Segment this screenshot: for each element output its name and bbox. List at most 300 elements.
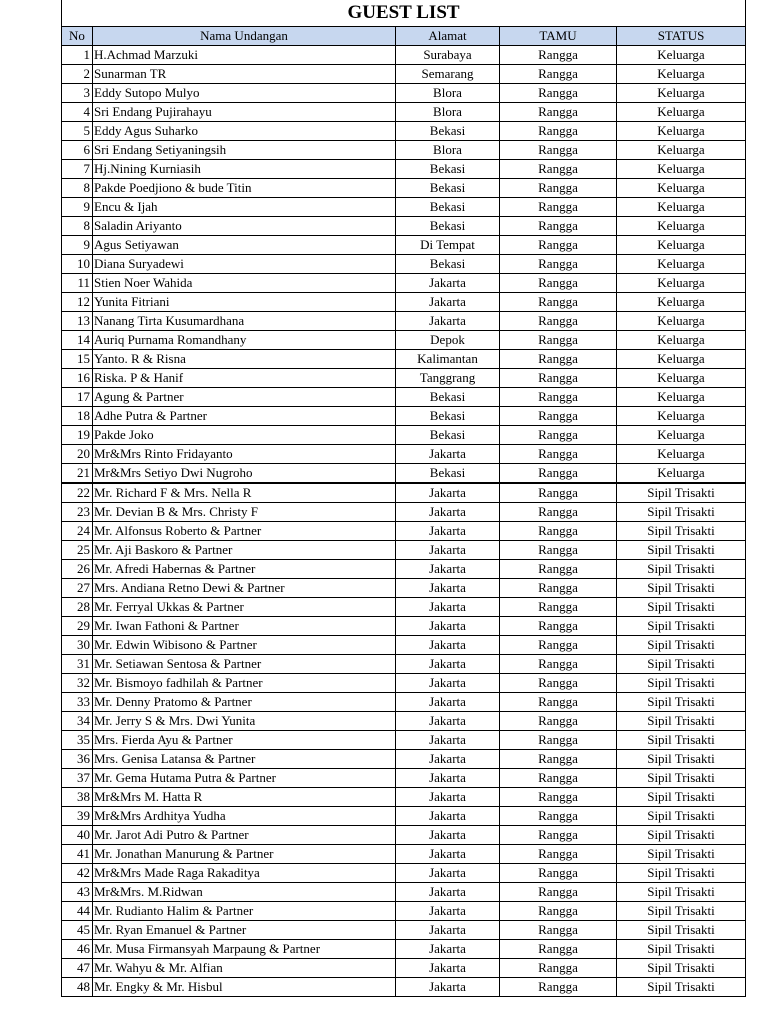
cell-no[interactable]: 42 xyxy=(62,864,93,883)
guest-list-sheet xyxy=(61,0,745,997)
cell-no[interactable]: 25 xyxy=(62,541,93,560)
cell-status[interactable]: Keluarga xyxy=(617,464,746,484)
cell-nama-undangan[interactable]: Yunita Fitriani xyxy=(93,293,396,312)
cell-alamat[interactable]: Jakarta xyxy=(396,445,500,464)
cell-tamu[interactable]: Rangga xyxy=(500,807,617,826)
cell-nama-undangan[interactable]: Pakde Joko xyxy=(93,426,396,445)
cell-tamu[interactable]: Rangga xyxy=(500,598,617,617)
cell-alamat[interactable]: Jakarta xyxy=(396,674,500,693)
cell-alamat[interactable]: Jakarta xyxy=(396,579,500,598)
cell-nama-undangan[interactable]: Stien Noer Wahida xyxy=(93,274,396,293)
cell-tamu[interactable]: Rangga xyxy=(500,579,617,598)
cell-nama-undangan[interactable]: Eddy Sutopo Mulyo xyxy=(93,84,396,103)
cell-alamat[interactable]: Jakarta xyxy=(396,522,500,541)
cell-tamu[interactable]: Rangga xyxy=(500,312,617,331)
cell-no[interactable]: 2 xyxy=(62,65,93,84)
cell-no[interactable]: 37 xyxy=(62,769,93,788)
cell-status[interactable]: Sipil Trisakti xyxy=(617,503,746,522)
cell-alamat[interactable]: Jakarta xyxy=(396,655,500,674)
cell-nama-undangan[interactable]: Hj.Nining Kurniasih xyxy=(93,160,396,179)
table-row xyxy=(62,750,746,769)
cell-alamat[interactable]: Jakarta xyxy=(396,636,500,655)
cell-no[interactable]: 1 xyxy=(62,46,93,65)
cell-no[interactable]: 9 xyxy=(62,198,93,217)
cell-nama-undangan[interactable]: Mr. Aji Baskoro & Partner xyxy=(93,541,396,560)
table-row xyxy=(62,179,746,198)
cell-alamat[interactable]: Jakarta xyxy=(396,503,500,522)
table-row xyxy=(62,921,746,940)
cell-no[interactable]: 24 xyxy=(62,522,93,541)
cell-status[interactable]: Sipil Trisakti xyxy=(617,902,746,921)
cell-no[interactable]: 41 xyxy=(62,845,93,864)
cell-status[interactable]: Sipil Trisakti xyxy=(617,693,746,712)
cell-alamat[interactable]: Jakarta xyxy=(396,712,500,731)
cell-no[interactable]: 29 xyxy=(62,617,93,636)
cell-no[interactable]: 17 xyxy=(62,388,93,407)
table-row xyxy=(62,807,746,826)
cell-tamu[interactable]: Rangga xyxy=(500,978,617,997)
column-header-nama-undangan[interactable]: Nama Undangan xyxy=(93,27,396,46)
cell-nama-undangan[interactable]: Agung & Partner xyxy=(93,388,396,407)
table-row xyxy=(62,84,746,103)
cell-alamat[interactable]: Jakarta xyxy=(396,769,500,788)
table-row xyxy=(62,826,746,845)
cell-status[interactable]: Keluarga xyxy=(617,217,746,236)
cell-nama-undangan[interactable]: Mr. Denny Pratomo & Partner xyxy=(93,693,396,712)
cell-no[interactable]: 21 xyxy=(62,464,93,484)
cell-tamu[interactable]: Rangga xyxy=(500,103,617,122)
cell-alamat[interactable]: Jakarta xyxy=(396,826,500,845)
table-row xyxy=(62,864,746,883)
cell-alamat[interactable]: Jakarta xyxy=(396,864,500,883)
cell-tamu[interactable]: Rangga xyxy=(500,293,617,312)
cell-no[interactable]: 20 xyxy=(62,445,93,464)
cell-status[interactable]: Sipil Trisakti xyxy=(617,769,746,788)
cell-no[interactable]: 9 xyxy=(62,236,93,255)
table-row xyxy=(62,598,746,617)
column-header-no[interactable]: No xyxy=(62,27,93,46)
cell-alamat[interactable]: Depok xyxy=(396,331,500,350)
cell-alamat[interactable]: Jakarta xyxy=(396,883,500,902)
cell-tamu[interactable]: Rangga xyxy=(500,65,617,84)
table-row xyxy=(62,674,746,693)
cell-tamu[interactable]: Rangga xyxy=(500,426,617,445)
cell-status[interactable]: Keluarga xyxy=(617,426,746,445)
table-row xyxy=(62,579,746,598)
cell-status[interactable]: Keluarga xyxy=(617,141,746,160)
table-row xyxy=(62,236,746,255)
cell-tamu[interactable]: Rangga xyxy=(500,217,617,236)
cell-nama-undangan[interactable]: Nanang Tirta Kusumardhana xyxy=(93,312,396,331)
table-row xyxy=(62,122,746,141)
cell-tamu[interactable]: Rangga xyxy=(500,769,617,788)
cell-no[interactable]: 4 xyxy=(62,103,93,122)
table-row xyxy=(62,617,746,636)
cell-tamu[interactable]: Rangga xyxy=(500,750,617,769)
cell-status[interactable]: Sipil Trisakti xyxy=(617,579,746,598)
table-row xyxy=(62,198,746,217)
cell-status[interactable]: Sipil Trisakti xyxy=(617,921,746,940)
table-row xyxy=(62,769,746,788)
cell-no[interactable]: 8 xyxy=(62,179,93,198)
cell-tamu[interactable]: Rangga xyxy=(500,503,617,522)
cell-tamu[interactable]: Rangga xyxy=(500,940,617,959)
cell-no[interactable]: 12 xyxy=(62,293,93,312)
table-row xyxy=(62,350,746,369)
cell-no[interactable]: 5 xyxy=(62,122,93,141)
cell-status[interactable]: Keluarga xyxy=(617,312,746,331)
cell-status[interactable]: Sipil Trisakti xyxy=(617,483,746,503)
cell-tamu[interactable]: Rangga xyxy=(500,864,617,883)
cell-nama-undangan[interactable]: H.Achmad Marzuki xyxy=(93,46,396,65)
cell-status[interactable]: Sipil Trisakti xyxy=(617,845,746,864)
cell-nama-undangan[interactable]: Mr. Gema Hutama Putra & Partner xyxy=(93,769,396,788)
cell-tamu[interactable]: Rangga xyxy=(500,274,617,293)
cell-nama-undangan[interactable]: Mr. Ryan Emanuel & Partner xyxy=(93,921,396,940)
table-row xyxy=(62,883,746,902)
cell-alamat[interactable]: Bekasi xyxy=(396,426,500,445)
cell-status[interactable]: Keluarga xyxy=(617,46,746,65)
cell-status[interactable]: Sipil Trisakti xyxy=(617,522,746,541)
cell-tamu[interactable]: Rangga xyxy=(500,388,617,407)
cell-status[interactable]: Keluarga xyxy=(617,274,746,293)
header-row xyxy=(62,27,746,46)
cell-nama-undangan[interactable]: Mr&Mrs Made Raga Rakaditya xyxy=(93,864,396,883)
cell-alamat[interactable]: Jakarta xyxy=(396,274,500,293)
cell-no[interactable]: 16 xyxy=(62,369,93,388)
cell-nama-undangan[interactable]: Agus Setiyawan xyxy=(93,236,396,255)
cell-nama-undangan[interactable]: Yanto. R & Risna xyxy=(93,350,396,369)
table-row xyxy=(62,731,746,750)
cell-nama-undangan[interactable]: Mr&Mrs. M.Ridwan xyxy=(93,883,396,902)
cell-alamat[interactable]: Bekasi xyxy=(396,388,500,407)
cell-nama-undangan[interactable]: Mr. Ferryal Ukkas & Partner xyxy=(93,598,396,617)
cell-no[interactable]: 40 xyxy=(62,826,93,845)
cell-tamu[interactable]: Rangga xyxy=(500,179,617,198)
cell-alamat[interactable]: Tanggrang xyxy=(396,369,500,388)
cell-nama-undangan[interactable]: Sunarman TR xyxy=(93,65,396,84)
cell-status[interactable]: Keluarga xyxy=(617,65,746,84)
cell-status[interactable]: Sipil Trisakti xyxy=(617,541,746,560)
cell-tamu[interactable]: Rangga xyxy=(500,464,617,484)
table-row xyxy=(62,483,746,503)
cell-nama-undangan[interactable]: Mr. Setiawan Sentosa & Partner xyxy=(93,655,396,674)
cell-no[interactable]: 48 xyxy=(62,978,93,997)
cell-no[interactable]: 11 xyxy=(62,274,93,293)
cell-tamu[interactable]: Rangga xyxy=(500,407,617,426)
cell-no[interactable]: 8 xyxy=(62,217,93,236)
cell-no[interactable]: 35 xyxy=(62,731,93,750)
cell-no[interactable]: 27 xyxy=(62,579,93,598)
cell-no[interactable]: 18 xyxy=(62,407,93,426)
cell-nama-undangan[interactable]: Mr. Richard F & Mrs. Nella R xyxy=(93,483,396,503)
cell-tamu[interactable]: Rangga xyxy=(500,617,617,636)
cell-tamu[interactable]: Rangga xyxy=(500,902,617,921)
cell-no[interactable]: 47 xyxy=(62,959,93,978)
table-row xyxy=(62,65,746,84)
cell-tamu[interactable]: Rangga xyxy=(500,46,617,65)
cell-no[interactable]: 45 xyxy=(62,921,93,940)
table-row xyxy=(62,293,746,312)
cell-tamu[interactable]: Rangga xyxy=(500,369,617,388)
table-row xyxy=(62,712,746,731)
cell-tamu[interactable]: Rangga xyxy=(500,522,617,541)
cell-alamat[interactable]: Jakarta xyxy=(396,788,500,807)
cell-alamat[interactable]: Jakarta xyxy=(396,845,500,864)
cell-status[interactable]: Sipil Trisakti xyxy=(617,788,746,807)
cell-nama-undangan[interactable]: Mr. Musa Firmansyah Marpaung & Partner xyxy=(93,940,396,959)
cell-no[interactable]: 22 xyxy=(62,483,93,503)
cell-status[interactable]: Sipil Trisakti xyxy=(617,807,746,826)
cell-status[interactable]: Sipil Trisakti xyxy=(617,978,746,997)
cell-tamu[interactable]: Rangga xyxy=(500,141,617,160)
cell-no[interactable]: 19 xyxy=(62,426,93,445)
cell-alamat[interactable]: Jakarta xyxy=(396,560,500,579)
cell-status[interactable]: Sipil Trisakti xyxy=(617,617,746,636)
cell-alamat[interactable]: Jakarta xyxy=(396,541,500,560)
cell-nama-undangan[interactable]: Mr. Iwan Fathoni & Partner xyxy=(93,617,396,636)
cell-no[interactable]: 44 xyxy=(62,902,93,921)
cell-no[interactable]: 6 xyxy=(62,141,93,160)
cell-alamat[interactable]: Bekasi xyxy=(396,179,500,198)
cell-alamat[interactable]: Jakarta xyxy=(396,693,500,712)
cell-status[interactable]: Keluarga xyxy=(617,179,746,198)
cell-status[interactable]: Keluarga xyxy=(617,255,746,274)
table-row xyxy=(62,845,746,864)
table-row xyxy=(62,312,746,331)
cell-nama-undangan[interactable]: Pakde Poedjiono & bude Titin xyxy=(93,179,396,198)
cell-nama-undangan[interactable]: Sri Endang Setiyaningsih xyxy=(93,141,396,160)
cell-alamat[interactable]: Jakarta xyxy=(396,978,500,997)
cell-tamu[interactable]: Rangga xyxy=(500,445,617,464)
cell-no[interactable]: 30 xyxy=(62,636,93,655)
table-row xyxy=(62,274,746,293)
cell-tamu[interactable]: Rangga xyxy=(500,636,617,655)
cell-no[interactable]: 33 xyxy=(62,693,93,712)
cell-status[interactable]: Keluarga xyxy=(617,445,746,464)
cell-alamat[interactable]: Jakarta xyxy=(396,750,500,769)
cell-alamat[interactable]: Bekasi xyxy=(396,160,500,179)
cell-alamat[interactable]: Jakarta xyxy=(396,940,500,959)
table-row xyxy=(62,978,746,997)
cell-alamat[interactable]: Jakarta xyxy=(396,312,500,331)
column-header-tamu[interactable]: TAMU xyxy=(500,27,617,46)
cell-tamu[interactable]: Rangga xyxy=(500,655,617,674)
cell-status[interactable]: Keluarga xyxy=(617,407,746,426)
cell-nama-undangan[interactable]: Saladin Ariyanto xyxy=(93,217,396,236)
table-row xyxy=(62,46,746,65)
table-row xyxy=(62,464,746,484)
column-header-status[interactable]: STATUS xyxy=(617,27,746,46)
cell-nama-undangan[interactable]: Mr. Jonathan Manurung & Partner xyxy=(93,845,396,864)
cell-alamat[interactable]: Jakarta xyxy=(396,807,500,826)
cell-status[interactable]: Keluarga xyxy=(617,350,746,369)
cell-tamu[interactable]: Rangga xyxy=(500,84,617,103)
cell-tamu[interactable]: Rangga xyxy=(500,921,617,940)
sheet-title[interactable]: GUEST LIST xyxy=(62,0,746,27)
cell-nama-undangan[interactable]: Eddy Agus Suharko xyxy=(93,122,396,141)
cell-alamat[interactable]: Bekasi xyxy=(396,407,500,426)
cell-tamu[interactable]: Rangga xyxy=(500,959,617,978)
cell-nama-undangan[interactable]: Mr&Mrs Ardhitya Yudha xyxy=(93,807,396,826)
cell-nama-undangan[interactable]: Mr&Mrs Setiyo Dwi Nugroho xyxy=(93,464,396,484)
cell-nama-undangan[interactable]: Mr. Alfonsus Roberto & Partner xyxy=(93,522,396,541)
cell-status[interactable]: Sipil Trisakti xyxy=(617,883,746,902)
cell-alamat[interactable]: Bekasi xyxy=(396,217,500,236)
cell-status[interactable]: Sipil Trisakti xyxy=(617,940,746,959)
cell-nama-undangan[interactable]: Mr. Engky & Mr. Hisbul xyxy=(93,978,396,997)
cell-tamu[interactable]: Rangga xyxy=(500,674,617,693)
cell-nama-undangan[interactable]: Mr. Bismoyo fadhilah & Partner xyxy=(93,674,396,693)
table-row xyxy=(62,255,746,274)
title-row xyxy=(62,0,746,27)
cell-nama-undangan[interactable]: Mr&Mrs Rinto Fridayanto xyxy=(93,445,396,464)
cell-alamat[interactable]: Bekasi xyxy=(396,255,500,274)
cell-tamu[interactable]: Rangga xyxy=(500,331,617,350)
cell-alamat[interactable]: Jakarta xyxy=(396,483,500,503)
cell-tamu[interactable]: Rangga xyxy=(500,883,617,902)
cell-status[interactable]: Keluarga xyxy=(617,198,746,217)
cell-alamat[interactable]: Jakarta xyxy=(396,293,500,312)
cell-alamat[interactable]: Blora xyxy=(396,84,500,103)
cell-nama-undangan[interactable]: Diana Suryadewi xyxy=(93,255,396,274)
table-row xyxy=(62,788,746,807)
cell-tamu[interactable]: Rangga xyxy=(500,712,617,731)
cell-status[interactable]: Keluarga xyxy=(617,331,746,350)
cell-no[interactable]: 36 xyxy=(62,750,93,769)
cell-status[interactable]: Sipil Trisakti xyxy=(617,750,746,769)
cell-status[interactable]: Sipil Trisakti xyxy=(617,959,746,978)
cell-nama-undangan[interactable]: Mr. Wahyu & Mr. Alfian xyxy=(93,959,396,978)
cell-status[interactable]: Sipil Trisakti xyxy=(617,674,746,693)
table-row xyxy=(62,541,746,560)
cell-no[interactable]: 3 xyxy=(62,84,93,103)
cell-tamu[interactable]: Rangga xyxy=(500,236,617,255)
cell-nama-undangan[interactable]: Mrs. Fierda Ayu & Partner xyxy=(93,731,396,750)
cell-no[interactable]: 15 xyxy=(62,350,93,369)
table-row xyxy=(62,636,746,655)
cell-no[interactable]: 10 xyxy=(62,255,93,274)
table-row xyxy=(62,940,746,959)
cell-status[interactable]: Sipil Trisakti xyxy=(617,712,746,731)
cell-nama-undangan[interactable]: Mr&Mrs M. Hatta R xyxy=(93,788,396,807)
cell-tamu[interactable]: Rangga xyxy=(500,541,617,560)
cell-status[interactable]: Sipil Trisakti xyxy=(617,636,746,655)
cell-no[interactable]: 23 xyxy=(62,503,93,522)
cell-alamat[interactable]: Surabaya xyxy=(396,46,500,65)
cell-nama-undangan[interactable]: Mrs. Genisa Latansa & Partner xyxy=(93,750,396,769)
cell-status[interactable]: Keluarga xyxy=(617,122,746,141)
cell-tamu[interactable]: Rangga xyxy=(500,483,617,503)
cell-status[interactable]: Sipil Trisakti xyxy=(617,864,746,883)
cell-alamat[interactable]: Bekasi xyxy=(396,198,500,217)
cell-alamat[interactable]: Blora xyxy=(396,141,500,160)
cell-alamat[interactable]: Jakarta xyxy=(396,731,500,750)
cell-nama-undangan[interactable]: Auriq Purnama Romandhany xyxy=(93,331,396,350)
cell-tamu[interactable]: Rangga xyxy=(500,198,617,217)
cell-no[interactable]: 46 xyxy=(62,940,93,959)
cell-alamat[interactable]: Jakarta xyxy=(396,617,500,636)
cell-no[interactable]: 14 xyxy=(62,331,93,350)
cell-no[interactable]: 43 xyxy=(62,883,93,902)
cell-alamat[interactable]: Jakarta xyxy=(396,921,500,940)
cell-nama-undangan[interactable]: Mr. Jerry S & Mrs. Dwi Yunita xyxy=(93,712,396,731)
table-row xyxy=(62,693,746,712)
cell-no[interactable]: 26 xyxy=(62,560,93,579)
cell-no[interactable]: 39 xyxy=(62,807,93,826)
cell-tamu[interactable]: Rangga xyxy=(500,160,617,179)
cell-nama-undangan[interactable]: Adhe Putra & Partner xyxy=(93,407,396,426)
table-row xyxy=(62,369,746,388)
table-row xyxy=(62,959,746,978)
cell-status[interactable]: Sipil Trisakti xyxy=(617,826,746,845)
cell-status[interactable]: Keluarga xyxy=(617,84,746,103)
cell-tamu[interactable]: Rangga xyxy=(500,560,617,579)
cell-no[interactable]: 13 xyxy=(62,312,93,331)
cell-nama-undangan[interactable]: Mr. Rudianto Halim & Partner xyxy=(93,902,396,921)
cell-no[interactable]: 28 xyxy=(62,598,93,617)
cell-no[interactable]: 38 xyxy=(62,788,93,807)
cell-no[interactable]: 34 xyxy=(62,712,93,731)
cell-alamat[interactable]: Di Tempat xyxy=(396,236,500,255)
cell-nama-undangan[interactable]: Mrs. Andiana Retno Dewi & Partner xyxy=(93,579,396,598)
column-header-alamat[interactable]: Alamat xyxy=(396,27,500,46)
cell-alamat[interactable]: Kalimantan xyxy=(396,350,500,369)
cell-status[interactable]: Sipil Trisakti xyxy=(617,560,746,579)
table-row xyxy=(62,407,746,426)
cell-tamu[interactable]: Rangga xyxy=(500,350,617,369)
cell-status[interactable]: Keluarga xyxy=(617,388,746,407)
cell-nama-undangan[interactable]: Mr. Devian B & Mrs. Christy F xyxy=(93,503,396,522)
cell-alamat[interactable]: Jakarta xyxy=(396,959,500,978)
cell-status[interactable]: Keluarga xyxy=(617,293,746,312)
cell-status[interactable]: Sipil Trisakti xyxy=(617,655,746,674)
cell-tamu[interactable]: Rangga xyxy=(500,826,617,845)
cell-tamu[interactable]: Rangga xyxy=(500,122,617,141)
table-row xyxy=(62,522,746,541)
cell-status[interactable]: Keluarga xyxy=(617,103,746,122)
cell-tamu[interactable]: Rangga xyxy=(500,255,617,274)
cell-alamat[interactable]: Blora xyxy=(396,103,500,122)
cell-tamu[interactable]: Rangga xyxy=(500,845,617,864)
cell-nama-undangan[interactable]: Mr. Afredi Habernas & Partner xyxy=(93,560,396,579)
cell-nama-undangan[interactable]: Encu & Ijah xyxy=(93,198,396,217)
cell-nama-undangan[interactable]: Riska. P & Hanif xyxy=(93,369,396,388)
cell-tamu[interactable]: Rangga xyxy=(500,731,617,750)
cell-status[interactable]: Sipil Trisakti xyxy=(617,731,746,750)
cell-status[interactable]: Sipil Trisakti xyxy=(617,598,746,617)
cell-status[interactable]: Keluarga xyxy=(617,369,746,388)
cell-alamat[interactable]: Jakarta xyxy=(396,598,500,617)
cell-alamat[interactable]: Jakarta xyxy=(396,902,500,921)
cell-alamat[interactable]: Bekasi xyxy=(396,122,500,141)
cell-status[interactable]: Keluarga xyxy=(617,160,746,179)
cell-no[interactable]: 32 xyxy=(62,674,93,693)
cell-status[interactable]: Keluarga xyxy=(617,236,746,255)
cell-tamu[interactable]: Rangga xyxy=(500,693,617,712)
cell-alamat[interactable]: Semarang xyxy=(396,65,500,84)
table-row xyxy=(62,141,746,160)
cell-nama-undangan[interactable]: Mr. Edwin Wibisono & Partner xyxy=(93,636,396,655)
cell-no[interactable]: 7 xyxy=(62,160,93,179)
cell-no[interactable]: 31 xyxy=(62,655,93,674)
cell-alamat[interactable]: Bekasi xyxy=(396,464,500,484)
cell-nama-undangan[interactable]: Mr. Jarot Adi Putro & Partner xyxy=(93,826,396,845)
table-row xyxy=(62,445,746,464)
table-row xyxy=(62,331,746,350)
cell-nama-undangan[interactable]: Sri Endang Pujirahayu xyxy=(93,103,396,122)
cell-tamu[interactable]: Rangga xyxy=(500,788,617,807)
